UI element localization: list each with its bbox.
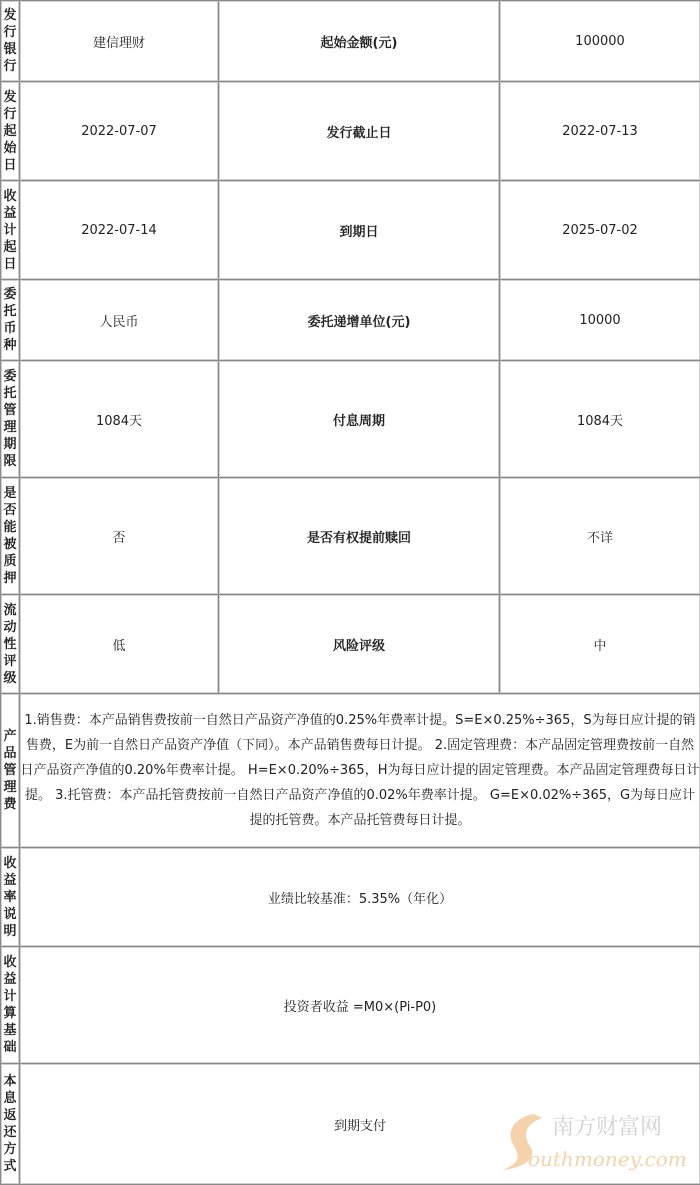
value-risk-rating: 中 bbox=[500, 595, 700, 694]
row-label-calc-basis: 收益计算基础 bbox=[1, 947, 20, 1064]
value-issuing-bank: 建信理财 bbox=[20, 1, 219, 82]
row-label-yield-start: 收益计起日 bbox=[1, 181, 20, 280]
value-pledgeable: 否 bbox=[20, 478, 219, 595]
key-risk-rating: 风险评级 bbox=[219, 595, 500, 694]
yield-desc-text: 业绩比较基准：5.35%（年化） bbox=[20, 848, 700, 947]
repayment-text: 到期支付 bbox=[20, 1064, 700, 1185]
value-issue-start: 2022-07-07 bbox=[20, 82, 219, 181]
table-row bbox=[1, 848, 700, 947]
row-label-issuing-bank: 发行银行 bbox=[1, 1, 20, 82]
value-early-redemption: 不详 bbox=[500, 478, 700, 595]
value-increment-unit: 10000 bbox=[500, 280, 700, 361]
key-issue-end: 发行截止日 bbox=[219, 82, 500, 181]
row-label-yield-desc: 收益率说明 bbox=[1, 848, 20, 947]
row-label-pledgeable: 是否能被质押 bbox=[1, 478, 20, 595]
watermark-domain: outhmoney.com bbox=[528, 1147, 687, 1171]
table-row bbox=[1, 1, 700, 82]
table-row bbox=[1, 82, 700, 181]
watermark-brand: 南方财富网 bbox=[552, 1115, 662, 1140]
row-label-liquidity: 流动性评级 bbox=[1, 595, 20, 694]
key-min-amount: 起始金额(元) bbox=[219, 1, 500, 82]
value-maturity: 2025-07-02 bbox=[500, 181, 700, 280]
row-label-currency: 委托币种 bbox=[1, 280, 20, 361]
row-label-management-fee: 产品管理费 bbox=[1, 694, 20, 848]
table-row bbox=[1, 694, 700, 848]
table-row bbox=[1, 478, 700, 595]
key-maturity: 到期日 bbox=[219, 181, 500, 280]
table-row bbox=[1, 280, 700, 361]
row-label-term: 委托管理期限 bbox=[1, 361, 20, 478]
value-issue-end: 2022-07-13 bbox=[500, 82, 700, 181]
management-fee-text: 1.销售费：本产品销售费按前一自然日产品资产净值的0.25%年费率计提。S=E×0.25%÷365，S为每日应计提的销售费，E为前一自然日产品资产净值（下同）。本产品销售费每日计提。 2.固定管理费：本产品固定管理费按前一自然日产品资产净值的0.20%年费率计提。 H=E×0.20%÷365，H为每日应计提的固定管理费。本产品固定管理费每日计提。 3.托管费：本产品托管费按前一自然日产品资产净值的0.02%年费率计提。 G=E×0.02%÷365，G为每日应计提的托管费。本产品托管费每日计提。 bbox=[20, 694, 700, 848]
value-min-amount: 100000 bbox=[500, 1, 700, 82]
table-row bbox=[1, 947, 700, 1064]
table-row bbox=[1, 181, 700, 280]
table-row bbox=[1, 595, 700, 694]
key-early-redemption: 是否有权提前赎回 bbox=[219, 478, 500, 595]
value-term: 1084天 bbox=[20, 361, 219, 478]
table-row bbox=[1, 361, 700, 478]
value-currency: 人民币 bbox=[20, 280, 219, 361]
row-label-issue-start: 发行起始日 bbox=[1, 82, 20, 181]
row-label-repayment: 本息返还方式 bbox=[1, 1064, 20, 1185]
key-interest-cycle: 付息周期 bbox=[219, 361, 500, 478]
calc-basis-text: 投资者收益 =M0×(Pi-P0) bbox=[20, 947, 700, 1064]
value-liquidity: 低 bbox=[20, 595, 219, 694]
value-interest-cycle: 1084天 bbox=[500, 361, 700, 478]
key-increment-unit: 委托递增单位(元) bbox=[219, 280, 500, 361]
value-yield-start: 2022-07-14 bbox=[20, 181, 219, 280]
table-row bbox=[1, 1064, 700, 1185]
